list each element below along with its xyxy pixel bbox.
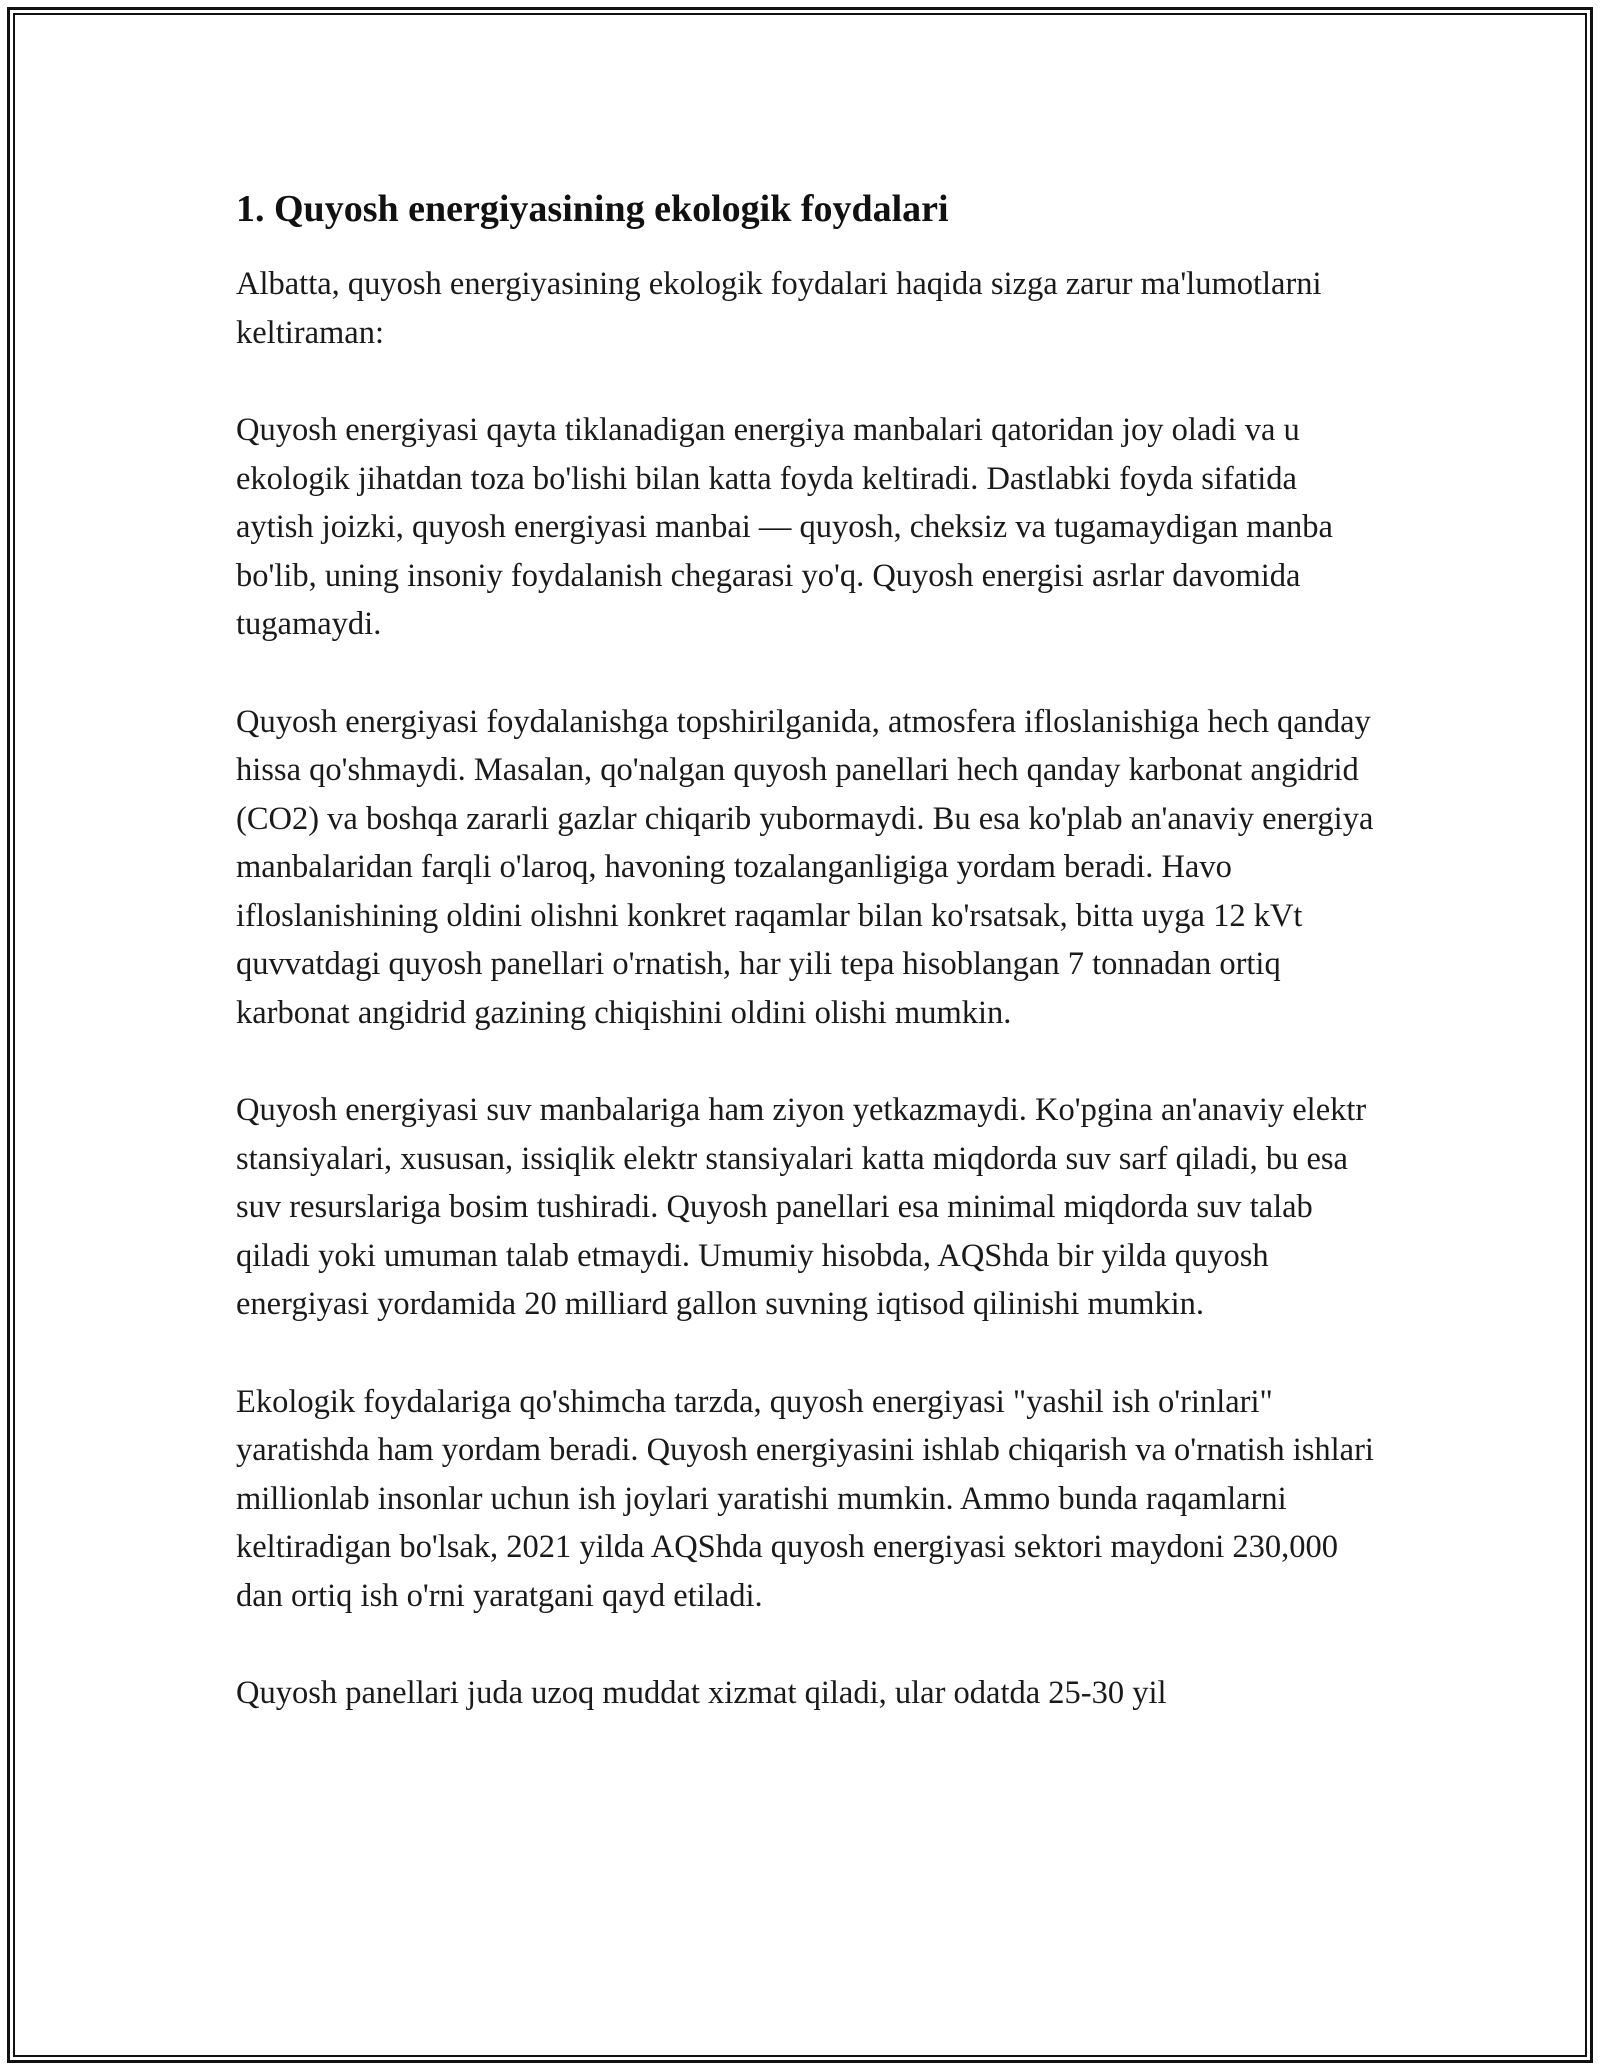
section-heading: 1. Quyosh energiyasining ekologik foydalari: [236, 188, 949, 230]
paragraph-renewable: Quyosh energiyasi qayta tiklanadigan energiya manbalari qatoridan joy oladi va u ekologik jihatdan toza bo'lishi bilan katta foyda keltiradi. Dastlabki foyda sifatida aytish joizki, quyosh energiyasi manbai — quyosh, cheksiz va tugamaydigan manba bo'lib, uning insoniy foydalanish chegarasi yo'q. Quyosh energisi asrlar davomida tugamaydi.: [236, 412, 1333, 643]
paragraph-water: Quyosh energiyasi suv manbalariga ham ziyon yetkazmaydi. Ko'pgina an'anaviy elektr stansiyalari, xususan, issiqlik elektr stansiyalari katta miqdorda suv sarf qiladi, bu esa suv resurslariga bosim tushiradi. Quyosh panellari esa minimal miqdorda suv talab qiladi yoki umuman talab etmaydi. Umumiy hisobda, AQShda bir yilda quyosh energiyasi yordamida 20 milliard gallon suvning iqtisod qilinishi mumkin.: [236, 1092, 1367, 1323]
document-body: [236, 185, 1376, 1767]
paragraph-intro: Albatta, quyosh energiyasining ekologik foydalari haqida sizga zarur ma'lumotlarni keltiraman:: [236, 266, 1322, 351]
paragraph-lifespan: Quyosh panellari juda uzoq muddat xizmat qiladi, ular odatda 25-30 yil: [236, 1675, 1167, 1712]
paragraph-green-jobs: Ekologik foydalariga qo'shimcha tarzda, quyosh energiyasi "yashil ish o'rinlari" yaratishda ham yordam beradi. Quyosh energiyasini ishlab chiqarish va o'rnatish ishlari millionlab insonlar uchun ish joylari yaratishi mumkin. Ammo bunda raqamlarni keltiradigan bo'lsak, 2021 yilda AQShda quyosh energiyasi sektori maydoni 230,000 dan ortiq ish o'rni yaratgani qayd etiladi.: [236, 1383, 1374, 1614]
paragraph-air-pollution: Quyosh energiyasi foydalanishga topshirilganida, atmosfera ifloslanishiga hech qanday hissa qo'shmaydi. Masalan, qo'nalgan quyosh panellari hech qanday karbonat angidrid (CO2) va boshqa zararli gazlar chiqarib yubormaydi. Bu esa ko'plab an'anaviy energiya manbalaridan farqli o'laroq, havoning tozalanganligiga yordam beradi. Havo ifloslanishining oldini olishni konkret raqamlar bilan ko'rsatsak, bitta uyga 12 kVt quvvatdagi quyosh panellari o'rnatish, har yili tepa hisoblangan 7 tonnadan ortiq karbonat angidrid gazining chiqishini oldini olishi mumkin.: [236, 703, 1374, 1031]
